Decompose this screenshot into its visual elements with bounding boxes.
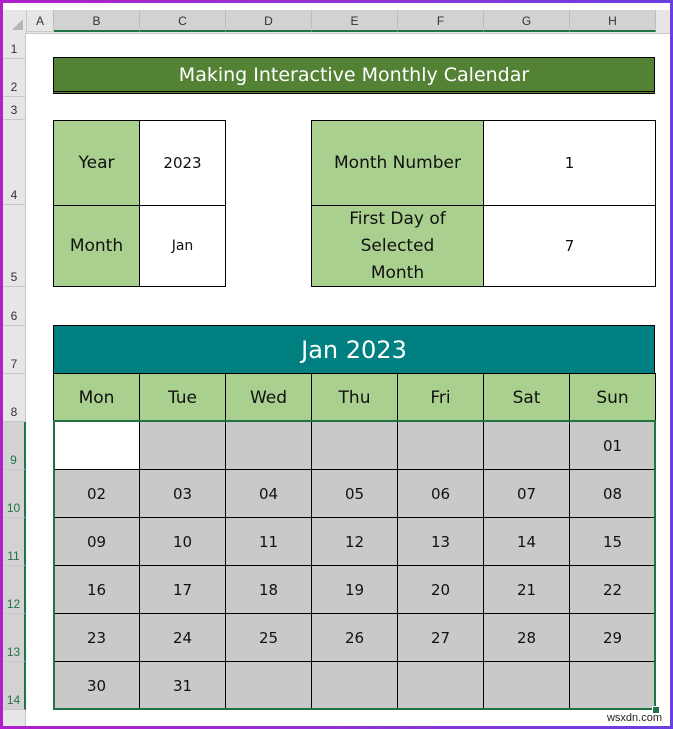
calendar-day-cell[interactable]: [311, 661, 398, 710]
row-header-15[interactable]: [3, 710, 26, 726]
calendar-day-cell[interactable]: 16: [53, 565, 140, 614]
calendar-day-cell[interactable]: 30: [53, 661, 140, 710]
page-title[interactable]: Making Interactive Monthly Calendar: [53, 57, 655, 94]
row-header-12[interactable]: 12: [3, 566, 26, 614]
weekday-tue[interactable]: Tue: [139, 373, 226, 422]
row-header-3[interactable]: 3: [3, 97, 26, 120]
year-label[interactable]: Year: [53, 120, 140, 206]
calendar-day-cell[interactable]: [397, 421, 484, 470]
calendar-day-cell[interactable]: 05: [311, 469, 398, 518]
column-header-a[interactable]: A: [27, 10, 54, 32]
calendar-day-cell[interactable]: [225, 421, 312, 470]
calendar-day-cell[interactable]: [311, 421, 398, 470]
calendar-day-cell[interactable]: 27: [397, 613, 484, 662]
row-header-4[interactable]: 4: [3, 120, 26, 205]
calendar-day-cell[interactable]: [483, 661, 570, 710]
select-all-triangle-icon: [12, 19, 23, 30]
weekday-thu[interactable]: Thu: [311, 373, 398, 422]
calendar-day-cell[interactable]: 31: [139, 661, 226, 710]
calendar-day-cell[interactable]: 13: [397, 517, 484, 566]
row-header-2[interactable]: 2: [3, 59, 26, 97]
month-label[interactable]: Month: [53, 205, 140, 287]
row-header-14[interactable]: 14: [3, 662, 26, 710]
calendar-day-cell[interactable]: 28: [483, 613, 570, 662]
column-header-h[interactable]: H: [570, 10, 656, 32]
weekday-sat[interactable]: Sat: [483, 373, 570, 422]
column-header-e[interactable]: E: [312, 10, 398, 32]
calendar-day-cell[interactable]: 20: [397, 565, 484, 614]
row-header-6[interactable]: 6: [3, 287, 26, 326]
calendar-day-cell[interactable]: 14: [483, 517, 570, 566]
column-header-c[interactable]: C: [140, 10, 226, 32]
calendar-title[interactable]: Jan 2023: [53, 325, 655, 374]
month-number-value[interactable]: 1: [483, 120, 656, 206]
calendar-day-cell[interactable]: 04: [225, 469, 312, 518]
weekday-mon[interactable]: Mon: [53, 373, 140, 422]
row-header-9[interactable]: 9: [3, 422, 26, 470]
first-day-value[interactable]: 7: [483, 205, 656, 287]
row-header-7[interactable]: 7: [3, 326, 26, 374]
calendar-day-cell[interactable]: [483, 421, 570, 470]
calendar-day-cell[interactable]: 23: [53, 613, 140, 662]
weekday-fri[interactable]: Fri: [397, 373, 484, 422]
calendar-day-cell[interactable]: [53, 421, 140, 470]
month-value-cell[interactable]: Jan: [139, 205, 226, 287]
calendar-day-cell[interactable]: 29: [569, 613, 656, 662]
month-number-label[interactable]: Month Number: [311, 120, 484, 206]
spreadsheet: [3, 3, 670, 726]
row-header-11[interactable]: 11: [3, 518, 26, 566]
calendar-day-cell[interactable]: 18: [225, 565, 312, 614]
calendar-day-cell[interactable]: 06: [397, 469, 484, 518]
calendar-day-cell[interactable]: [397, 661, 484, 710]
column-header-b[interactable]: B: [54, 10, 140, 32]
calendar-day-cell[interactable]: 15: [569, 517, 656, 566]
weekday-wed[interactable]: Wed: [225, 373, 312, 422]
calendar-day-cell[interactable]: 26: [311, 613, 398, 662]
row-header-1[interactable]: 1: [3, 33, 26, 59]
calendar-day-cell[interactable]: [225, 661, 312, 710]
calendar-day-cell[interactable]: 24: [139, 613, 226, 662]
calendar-day-cell[interactable]: 21: [483, 565, 570, 614]
row-header-13[interactable]: 13: [3, 614, 26, 662]
weekday-sun[interactable]: Sun: [569, 373, 656, 422]
watermark: wsxdn.com: [606, 712, 662, 724]
calendar-day-cell[interactable]: 03: [139, 469, 226, 518]
calendar-day-cell[interactable]: 08: [569, 469, 656, 518]
column-header-d[interactable]: D: [226, 10, 312, 32]
first-day-label[interactable]: First Day of Selected Month: [311, 205, 484, 287]
header-filler: [658, 10, 670, 33]
row-header-5[interactable]: 5: [3, 205, 26, 287]
select-all-button[interactable]: [3, 10, 27, 33]
calendar-day-cell[interactable]: 12: [311, 517, 398, 566]
calendar-day-cell[interactable]: 17: [139, 565, 226, 614]
calendar-day-cell[interactable]: [569, 661, 656, 710]
calendar-day-cell[interactable]: 25: [225, 613, 312, 662]
column-header-f[interactable]: F: [398, 10, 484, 32]
calendar-day-cell[interactable]: [139, 421, 226, 470]
calendar-day-cell[interactable]: 07: [483, 469, 570, 518]
row-header-8[interactable]: 8: [3, 374, 26, 422]
calendar-day-cell[interactable]: 19: [311, 565, 398, 614]
calendar-day-cell[interactable]: 09: [53, 517, 140, 566]
calendar-day-cell[interactable]: 01: [569, 421, 656, 470]
column-header-g[interactable]: G: [484, 10, 570, 32]
calendar-day-cell[interactable]: 11: [225, 517, 312, 566]
row-header-10[interactable]: 10: [3, 470, 26, 518]
calendar-day-cell[interactable]: 10: [139, 517, 226, 566]
year-value-cell[interactable]: 2023: [139, 120, 226, 206]
calendar-day-cell[interactable]: 02: [53, 469, 140, 518]
calendar-day-cell[interactable]: 22: [569, 565, 656, 614]
